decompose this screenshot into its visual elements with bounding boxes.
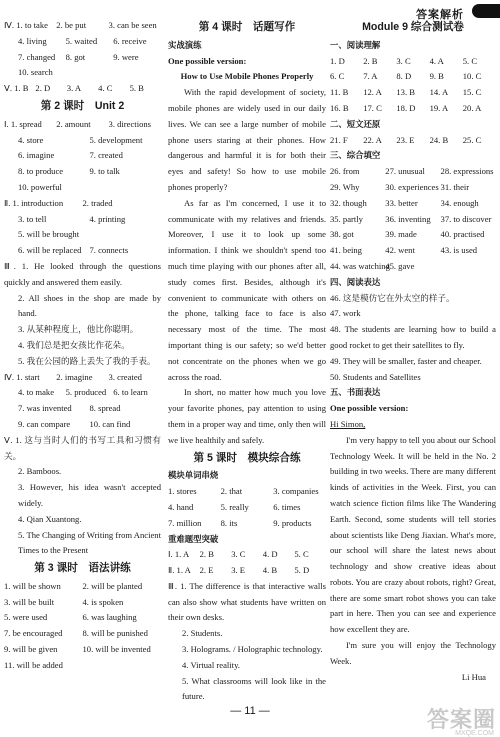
section-label: 五、书面表达	[330, 387, 381, 398]
lesson-3-heading: 第 3 课时 语法讲练	[34, 562, 131, 575]
answer-row: Ⅰ. 1. spread 2. amount 3. directions	[4, 118, 152, 129]
answer-row: 21. F 22. A 23. E 24. B 25. C	[330, 134, 482, 145]
section-label: 四、阅读表达	[330, 276, 381, 287]
letter-body: I'm very happy to tell you about our School Technology Week. It will be held in the No. 2 building in two weeks. There are many different kinds of activities in the Week. First, you can watch science fiction films like The Wandering Earth. Second, some students will tell stories about scientists like Deng Jiaxian. What's more, our school will share the latest news about technology and show creative ideas about robots. You are crazy about robots, right? Great, there are some smart robot shows you can take part in here. Then you can see and experience how excellent they are.	[330, 434, 496, 635]
answer-paragraph: 5. What classrooms will look like in the future.	[182, 675, 326, 702]
column-right	[330, 18, 496, 685]
answer-paragraph: 48. The students are learning how to build a good rocket to get their satellites to fly.	[330, 324, 496, 350]
answer-row: Ⅱ. 1. introduction 2. traded	[4, 197, 113, 208]
essay-title: How to Use Mobile Phones Properly	[180, 71, 314, 82]
answer-row: 16. B 17. C 18. D 19. A 20. A	[330, 102, 482, 113]
answer-row: 11. B 12. A 13. B 14. A 15. C	[330, 87, 482, 98]
answer-row: 7. million 8. its 9. products	[168, 517, 312, 528]
answer-row: 6. C 7. A 8. D 9. B 10. C	[330, 71, 482, 82]
column-left	[4, 18, 161, 674]
answer-row: 35. partly 36. inventing 37. to discover	[330, 213, 492, 224]
essay-paragraph: As far as I'm concerned, I use it to communicate with my relatives and friends. Moreover, I use it to look up some information. I think we shouldn't spend too much time playing with our phones after all, study comes first. Besides, although it's convenient to communicate with others on the phone, talking face to face is also necessary most of the time. The most important thing is our safety; so we'd better not concentrate on the phones when we go across the road.	[168, 197, 326, 382]
answer-row: 7. changed 8. got 9. were	[18, 51, 139, 62]
answer-paragraph: 3. Holograms. / Holographic technology.	[182, 644, 323, 655]
letter-greeting: Hi Simon,	[330, 418, 366, 429]
watermark-logo: 答案圈	[426, 707, 496, 732]
answer-row: 1. will be shown 2. will be planted	[4, 580, 143, 591]
section-label: 三、综合填空	[330, 150, 381, 161]
version-label: One possible version:	[168, 55, 247, 66]
answer-row: 1. stores 2. that 3. companies	[168, 486, 319, 497]
answer-row: 4. living 5. waited 6. receive	[18, 35, 147, 46]
answer-paragraph: 5. 我在公园的路上丢失了我的手表。	[18, 355, 156, 366]
answer-row: 5. were used 6. was laughing	[4, 612, 137, 623]
answer-row: 32. though 33. better 34. enough	[330, 197, 479, 208]
answer-paragraph: 5. The Changing of Writing from Ancient Times to the Present	[18, 529, 161, 556]
answer-row: 9. can compare 10. can find	[18, 418, 131, 429]
answer-paragraph: 3. However, his idea wasn't accepted widely.	[18, 482, 161, 508]
answer-row: 3. will be built 4. is spoken	[4, 596, 124, 607]
section-label: 模块单词串烧	[168, 470, 219, 481]
answer-line: 5. will be brought	[18, 229, 80, 240]
header-tab-marker	[472, 4, 500, 18]
section-label: 二、短文还原	[330, 118, 381, 129]
lesson-5-heading: 第 5 课时 模块综合练	[193, 451, 301, 464]
answer-paragraph: 4. Qian Xuantong.	[18, 513, 82, 524]
letter-signature: Li Hua	[461, 671, 486, 682]
section-label: 实战演练	[168, 39, 202, 50]
answer-paragraph: 2. All shoes in the shop are made by hand.	[18, 292, 161, 319]
answer-paragraph: Ⅴ. 1. 这与当时人们的书写工具和习惯有关。	[4, 434, 161, 461]
answer-row: 4. to make 5. produced 6. to learn	[18, 387, 148, 398]
section-label: 一、阅读理解	[330, 39, 381, 50]
answer-paragraph: 4. Virtual reality.	[182, 659, 240, 670]
essay-paragraph: With the rapid development of society, mobile phones are widely used in our daily lives. We can see a large number of mobile phone users staring at their phones. How dangerous and harmful it is for both their eyes and safety! So how to use mobile phones properly?	[168, 87, 326, 192]
answer-paragraph: 50. Students and Satellites	[330, 371, 421, 382]
section-label: 重难题型突破	[168, 533, 219, 544]
answer-row: 38. got 39. made 40. practised	[330, 229, 485, 240]
answer-row: 6. imagine 7. created	[18, 150, 123, 161]
answer-row: Ⅳ. 1. to take 2. be put 3. can be seen	[4, 20, 157, 30]
answer-row: Ⅴ. 1. B 2. D 3. A 4. C 5. B	[4, 83, 144, 94]
answer-row: 9. will be given 10. will be invented	[4, 644, 151, 655]
answer-row: 26. from 27. unusual 28. expressions	[330, 166, 494, 177]
answer-line: 10. powerful	[18, 181, 62, 192]
answer-row: 29. Why 30. experiences 31. their	[330, 181, 470, 192]
version-label: One possible version:	[330, 403, 409, 414]
answer-paragraph: 47. work	[330, 308, 361, 319]
column-middle	[168, 18, 326, 705]
answer-paragraph: Ⅲ. 1. The difference is that interactive walls can also show what students have written on their own desks.	[168, 580, 326, 623]
module-test-heading: Module 9 综合测试卷	[362, 21, 464, 33]
answer-row: 11. will be added	[4, 659, 63, 670]
header-title: 答案解析	[416, 9, 464, 21]
answer-row: 3. to tell 4. printing	[18, 213, 126, 224]
watermark-url: MXQE.COM	[455, 730, 494, 737]
answer-paragraph: 3. 从某种程度上，他比你聪明。	[18, 324, 139, 335]
answer-paragraph: 49. They will be smaller, faster and cheaper.	[330, 355, 482, 366]
answer-line: 10. search	[18, 67, 53, 78]
answer-row: 6. will be replaced 7. connects	[18, 245, 129, 256]
answer-paragraph: 4. 我们总是把女孩比作花朵。	[18, 339, 130, 350]
lesson-4-heading: 第 4 课时 话题写作	[198, 21, 296, 33]
answer-row: 8. to produce 9. to talk	[18, 166, 120, 177]
answer-paragraph: 2. Bamboos.	[18, 466, 62, 477]
answer-row: 4. hand 5. really 6. times	[168, 501, 301, 512]
page-number: — 11 —	[230, 705, 270, 717]
answer-paragraph: 46. 这是模仿它在外太空的样子。	[330, 292, 455, 303]
answer-paragraph: Ⅲ. 1. He looked through the questions quickly and answered them easily.	[4, 260, 161, 287]
answer-row: 1. D 2. B 3. C 4. A 5. C	[330, 55, 478, 66]
letter-closing: I'm sure you will enjoy the Technology Week.	[330, 640, 496, 666]
answer-row: 7. be encouraged 8. will be punished	[4, 628, 148, 639]
lesson-2-heading: 第 2 课时 Unit 2	[40, 99, 125, 112]
answer-row: 44. was watching 45. gave	[330, 260, 415, 271]
answer-row: 41. being 42. went 43. is used	[330, 245, 478, 256]
answer-row: Ⅱ. 1. A 2. E 3. E 4. B 5. D	[168, 565, 310, 576]
answer-row: Ⅰ. 1. A 2. B 3. C 4. D 5. C	[168, 549, 309, 560]
answer-row: Ⅳ. 1. start 2. imagine 3. created	[4, 371, 142, 382]
essay-paragraph: In short, no matter how much you love your favorite phones, pay attention to using them in a proper way and time, only then will we live healthily and safely.	[168, 387, 326, 445]
answer-paragraph: 2. Students.	[182, 628, 223, 639]
answer-row: 7. was invented 8. spread	[18, 403, 121, 414]
answer-row: 4. store 5. development	[18, 134, 143, 145]
